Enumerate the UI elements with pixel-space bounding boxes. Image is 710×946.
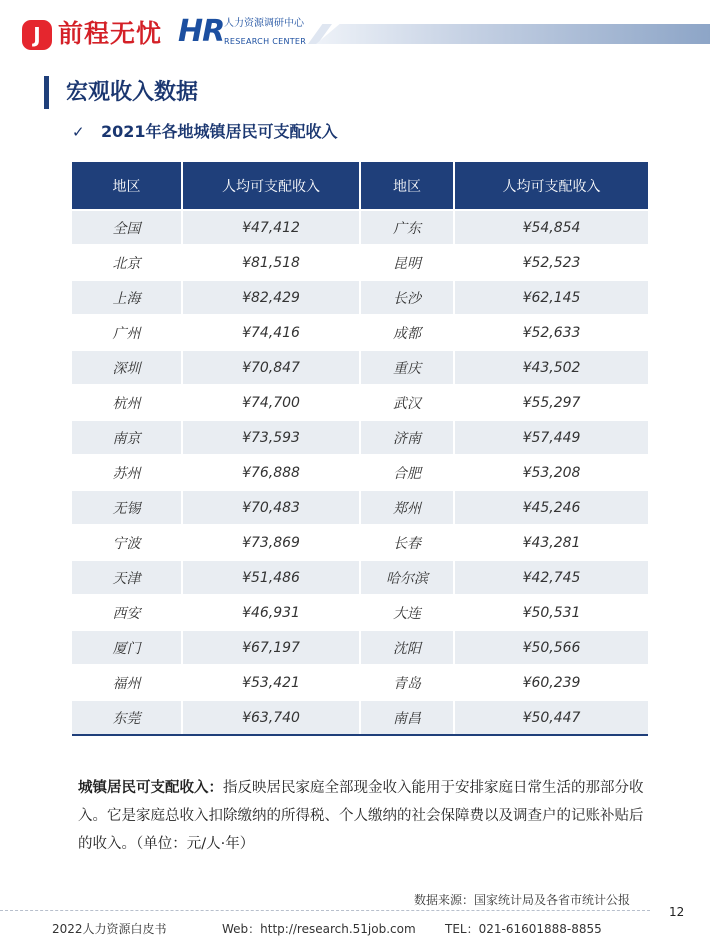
definition-text: 指反映居民家庭全部现金收入能用于安排家庭日常生活的那部分收入。它是家庭总收入扣除缴纳的所得税、个人缴纳的社会保障费以及调查户的记账补贴后的收入。（单位：元/人·年）: [78, 780, 644, 852]
income-table: [72, 162, 648, 736]
table-body: [72, 210, 648, 735]
income-cell: ¥50,566: [454, 630, 648, 665]
table-row: [72, 525, 648, 560]
income-cell: ¥73,869: [182, 525, 360, 560]
region-cell: 青岛: [360, 665, 454, 700]
footer-tel: TEL：021-61601888-8855: [445, 922, 602, 936]
table-row: [72, 595, 648, 630]
region-cell: 哈尔滨: [360, 560, 454, 595]
check-icon: ✓: [72, 123, 85, 141]
header-income-1: 人均可支配收入: [182, 162, 360, 210]
region-cell: 杭州: [72, 385, 182, 420]
income-cell: ¥43,281: [454, 525, 648, 560]
region-cell: 西安: [72, 595, 182, 630]
region-cell: 昆明: [360, 245, 454, 280]
table-subtitle: 2021年各地城镇居民可支配收入: [101, 122, 338, 141]
logo-icon: J: [22, 20, 52, 50]
income-cell: ¥62,145: [454, 280, 648, 315]
table-row: [72, 420, 648, 455]
region-cell: 天津: [72, 560, 182, 595]
page-number: 12: [669, 905, 685, 919]
table-row: [72, 385, 648, 420]
income-cell: ¥76,888: [182, 455, 360, 490]
table-row: [72, 210, 648, 245]
income-cell: ¥53,208: [454, 455, 648, 490]
region-cell: 广东: [360, 210, 454, 245]
income-cell: ¥45,246: [454, 490, 648, 525]
region-cell: 沈阳: [360, 630, 454, 665]
region-cell: 苏州: [72, 455, 182, 490]
footer-divider: [0, 910, 650, 911]
region-cell: 长春: [360, 525, 454, 560]
footer-web: Web：http://research.51job.com: [222, 922, 416, 936]
income-cell: ¥70,847: [182, 350, 360, 385]
income-cell: ¥74,416: [182, 315, 360, 350]
income-cell: ¥50,447: [454, 700, 648, 735]
region-cell: 成都: [360, 315, 454, 350]
hr-center-en: RESEARCH CENTER: [224, 37, 307, 46]
header-income-2: 人均可支配收入: [454, 162, 648, 210]
header-decor-stripe: [316, 24, 710, 44]
region-cell: 长沙: [360, 280, 454, 315]
region-cell: 东莞: [72, 700, 182, 735]
table-row: [72, 315, 648, 350]
header-region-2: 地区: [360, 162, 454, 210]
brand-name: 前程无忧: [58, 19, 163, 48]
income-cell: ¥81,518: [182, 245, 360, 280]
region-cell: 合肥: [360, 455, 454, 490]
table-row: [72, 455, 648, 490]
hr-logo: HR: [178, 14, 225, 49]
region-cell: 南京: [72, 420, 182, 455]
hr-center-cn: 人力资源调研中心: [224, 18, 304, 29]
region-cell: 福州: [72, 665, 182, 700]
income-cell: ¥53,421: [182, 665, 360, 700]
table-row: [72, 245, 648, 280]
region-cell: 郑州: [360, 490, 454, 525]
income-cell: ¥67,197: [182, 630, 360, 665]
region-cell: 广州: [72, 315, 182, 350]
region-cell: 北京: [72, 245, 182, 280]
region-cell: 宁波: [72, 525, 182, 560]
income-cell: ¥70,483: [182, 490, 360, 525]
definition-paragraph: [78, 774, 650, 858]
income-cell: ¥47,412: [182, 210, 360, 245]
income-cell: ¥55,297: [454, 385, 648, 420]
table-row: [72, 700, 648, 735]
page-title: 宏观收入数据: [66, 80, 199, 105]
definition-term: 城镇居民可支配收入：: [78, 780, 223, 796]
footer-book-title: 2022人力资源白皮书: [52, 922, 167, 936]
income-cell: ¥74,700: [182, 385, 360, 420]
income-cell: ¥63,740: [182, 700, 360, 735]
income-cell: ¥51,486: [182, 560, 360, 595]
region-cell: 济南: [360, 420, 454, 455]
page-header: [0, 0, 710, 60]
income-cell: ¥57,449: [454, 420, 648, 455]
region-cell: 重庆: [360, 350, 454, 385]
table-row: [72, 280, 648, 315]
income-cell: ¥50,531: [454, 595, 648, 630]
table-row: [72, 560, 648, 595]
income-cell: ¥60,239: [454, 665, 648, 700]
income-cell: ¥82,429: [182, 280, 360, 315]
table-row: [72, 350, 648, 385]
region-cell: 大连: [360, 595, 454, 630]
income-cell: ¥42,745: [454, 560, 648, 595]
region-cell: 南昌: [360, 700, 454, 735]
data-source: 数据来源：国家统计局及各省市统计公报: [413, 893, 630, 907]
table-header-row: [72, 162, 648, 210]
region-cell: 厦门: [72, 630, 182, 665]
title-accent-bar: [44, 76, 49, 109]
income-cell: ¥52,633: [454, 315, 648, 350]
region-cell: 上海: [72, 280, 182, 315]
income-cell: ¥52,523: [454, 245, 648, 280]
table-row: [72, 630, 648, 665]
table-row: [72, 490, 648, 525]
header-region-1: 地区: [72, 162, 182, 210]
income-cell: ¥46,931: [182, 595, 360, 630]
income-cell: ¥43,502: [454, 350, 648, 385]
region-cell: 武汉: [360, 385, 454, 420]
region-cell: 无锡: [72, 490, 182, 525]
income-cell: ¥54,854: [454, 210, 648, 245]
income-cell: ¥73,593: [182, 420, 360, 455]
table-row: [72, 665, 648, 700]
region-cell: 深圳: [72, 350, 182, 385]
region-cell: 全国: [72, 210, 182, 245]
